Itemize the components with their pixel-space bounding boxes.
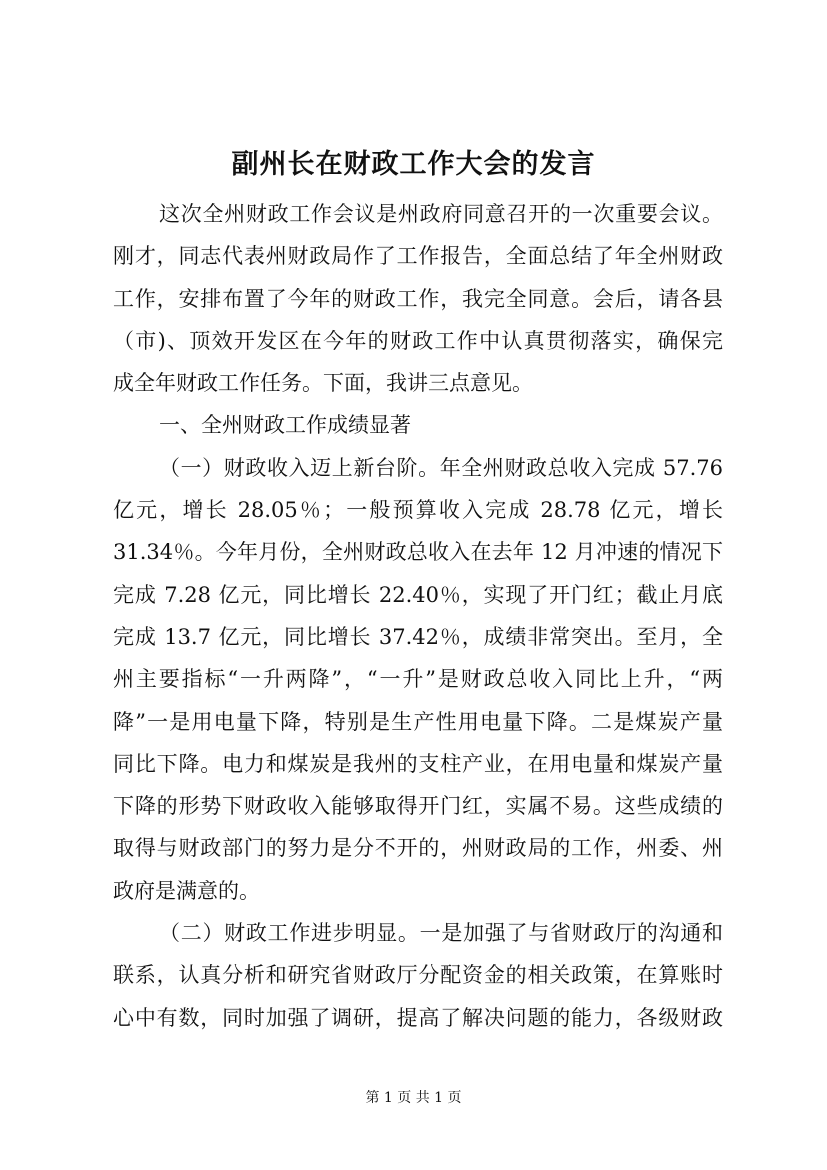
text-line: 完成 13.7 亿元，同比增长 37.42％，成绩非常突出。至月，全 [113, 624, 723, 649]
text-line: （市)、顶效开发区在今年的财政工作中认真贯彻落实，确保完 [113, 328, 723, 353]
text-line: 这次全州财政工作会议是州政府同意召开的一次重要会议。 [159, 202, 723, 226]
text-line: 成全年财政工作任务。下面，我讲三点意见。 [113, 371, 533, 396]
text-line: 亿元，增长 28.05％；一般预算收入完成 28.78 亿元，增长 [113, 498, 723, 523]
text-line: 31.34％。今年月份，全州财政总收入在去年 12 月冲速的情况下 [113, 540, 723, 565]
text-line: 同比下降。电力和煤炭是我州的支柱产业，在用电量和煤炭产量 [113, 751, 723, 776]
text-line: （二）财政工作进步明显。一是加强了与省财政厅的沟通和 [159, 921, 723, 946]
document-title: 副州长在财政工作大会的发言 [231, 149, 596, 180]
text-line: 心中有数，同时加强了调研，提高了解决问题的能力，各级财政 [113, 1005, 723, 1030]
text-line: 完成 7.28 亿元，同比增长 22.40％，实现了开门红；截止月底 [113, 582, 723, 607]
text-line: 工作，安排布置了今年的财政工作，我完全同意。会后，请各县 [113, 286, 723, 311]
text-line: 州主要指标“一升两降”，“一升”是财政总收入同比上升，“两 [113, 667, 723, 692]
text-line: 降”一是用电量下降，特别是生产性用电量下降。二是煤炭产量 [113, 709, 723, 734]
text-line: 取得与财政部门的努力是分不开的，州财政局的工作，州委、州 [113, 836, 723, 861]
text-line: 刚才，同志代表州财政局作了工作报告，全面总结了年全州财政 [113, 244, 723, 269]
document-body [113, 193, 723, 1039]
text-line: （一）财政收入迈上新台阶。年全州财政总收入完成 57.76 [159, 455, 723, 480]
text-line: 联系，认真分析和研究省财政厅分配资金的相关政策，在算账时 [113, 963, 723, 988]
text-line: 一、全州财政工作成绩显著 [159, 413, 411, 438]
page-footer: 第 1 页 共 1 页 [365, 1090, 462, 1106]
text-line: 下降的形势下财政收入能够取得开门红，实属不易。这些成绩的 [113, 794, 723, 819]
text-line: 政府是满意的。 [113, 878, 260, 903]
